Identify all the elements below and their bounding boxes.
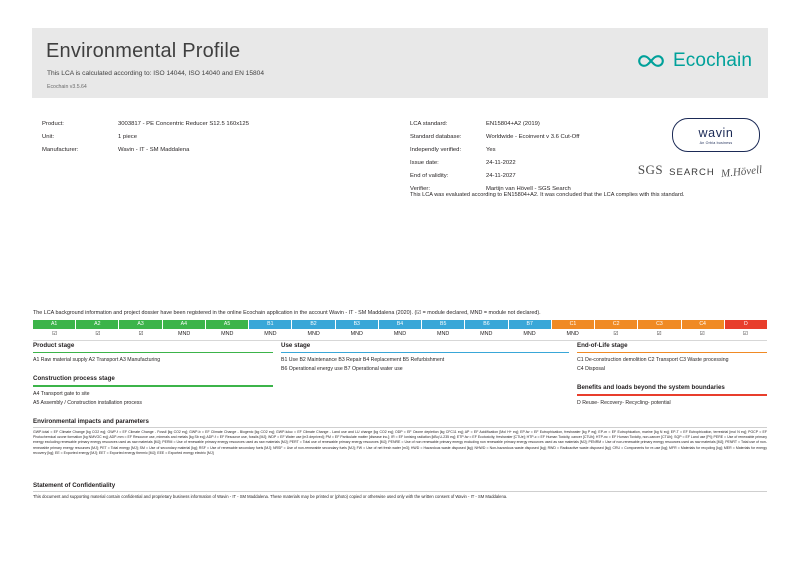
- stage-items: C1 De-construction demolition C2 Transport C3 Waste processing: [577, 357, 729, 364]
- search-wordmark: SEARCH: [669, 167, 715, 178]
- verification-statement: This LCA was evaluated according to EN15804+A2. It was concluded that the LCA complies with this standard.: [410, 192, 685, 198]
- meta-value: 3003817 - PE Concentric Reducer S12.5 160x125: [118, 121, 249, 127]
- stage-title: End-of-Life stage: [577, 342, 628, 349]
- stage-product: [33, 342, 273, 408]
- meta-label: LCA standard:: [410, 121, 448, 127]
- ecochain-wordmark: Ecochain: [673, 50, 752, 71]
- module-table: [33, 320, 767, 341]
- stage-title: Product stage: [33, 342, 75, 349]
- meta-label: Standard database:: [410, 134, 462, 140]
- module-mark: ☑: [138, 331, 144, 337]
- stage-divider: [33, 385, 273, 386]
- stage-end-of-life: [577, 342, 767, 408]
- meta-value: Wavin - IT - SM Maddalena: [118, 147, 190, 153]
- meta-value: Martijn van Hövell - SGS Search: [486, 186, 571, 192]
- construction-process-stage: [33, 375, 273, 407]
- meta-label: Verifier:: [410, 186, 430, 192]
- module-label: B5: [422, 320, 465, 329]
- module-mark: ☑: [699, 331, 705, 337]
- stage-items: C4 Disposal: [577, 366, 605, 373]
- module-label: B2: [292, 320, 335, 329]
- module-label: A2: [76, 320, 119, 329]
- meta-label: End of validity:: [410, 173, 449, 179]
- header-subtitle: This LCA is calculated according to: ISO 14044, ISO 14040 and EN 15804: [47, 70, 264, 77]
- meta-label: Unit:: [42, 134, 55, 140]
- module-label: A4: [163, 320, 206, 329]
- module-label: B6: [465, 320, 508, 329]
- impacts-abbreviations: GWP-total = EF Climate Change [kg CO2 eq]; GWP-f = EF Climate Change - Fossil [kg CO2 eq]; GWP-b = EF Climate Change - Biogenic [kg CO2 eq]; GWP-luluc = EF Climate Change - Land use and LU change [kg CO2 eq]; ODP = EF Ozone depletion [kg CFC11 eq]; AP = EF Acidification [Mol H+ eq]; EP-fw = EF Eutrophication, freshwater [kg P eq]; EP-m = EF Eutrophication, marine [kg N eq]; EP-T = EF Eutrophication, terrestrial [mol N eq]; POCP = EF Photochemical ozone formation [kg NMVOC eq]; ADP-mm = EF Resource use, minerals and metals [kg Sb eq]; ADP-f = EF Resource use, fossils [MJ]; WDP = EF Water use [m3 deprived]; PM = EF Particulate matter [disease inc.]; IR = EF Ionising radiation [kBq U-235 eq]; ETP-fw = EF Ecotoxicity, freshwater [CTUe]; HTP-c = EF Human Toxicity, cancer [CTUh]; HTP-nc = EF Human Toxicity, non-cancer [CTUh]; SQP = EF Land use [Pt]; PERE = Use of renewable primary energy excluding renewable primary energy resources used as raw materials [MJ]; PERM = Use of renewable primary energy resources used as raw materials [MJ]; PERT = Total use of renewable primary energy resources [MJ]; PENRE = Use of non renewable primary energy excluding non renewable primary energy resources used as raw materials [MJ]; PENRM = Use of non-renewable primary energy resources used as raw materials [MJ]; PENRT = Total use of non-renewable primary energy resources [MJ]; PET = Total energy [MJ]; SM = Use of secondary material [kg]; RSF = Use of renewable secondary fuels [MJ]; NRSF = Use of non-renewable secondary fuels [MJ]; FW = Use of net fresh water [m3]; HWD = Hazardous waste disposed [kg]; NHWD = Non-hazardous waste disposed [kg]; RWD = Radioactive waste disposed [kg]; CRU = Components for re-use [kg]; MFR = Materials for recycling [kg]; MER = Materials for energy recovery [kg]; EE = Exported energy [MJ]; EET = Exported energy thermic [MJ]; EEE = Exported energy electric [MJ]: [33, 430, 767, 455]
- certifier-marks: [637, 162, 763, 181]
- metadata-block: [32, 118, 768, 214]
- stage-use: [281, 342, 569, 374]
- module-label: A1: [33, 320, 76, 329]
- stage-items: A5 Assembly / Construction installation process: [33, 399, 142, 406]
- stage-divider: [577, 352, 767, 353]
- meta-row: [410, 118, 670, 131]
- module-label: B7: [509, 320, 552, 329]
- module-mark: ☑: [52, 331, 57, 337]
- impacts-divider: [33, 427, 767, 428]
- lca-metadata: [410, 118, 670, 196]
- module-mark: ☑: [656, 331, 662, 337]
- meta-label: Independly verified:: [410, 147, 462, 153]
- meta-label: Manufacturer:: [42, 147, 79, 153]
- dossier-note: The LCA background information and project dossier have been registered in the online Ecochain application in the account Wavin - IT - SM Maddalena (2020). (☑ = module declared, MND = module not declared).: [33, 310, 541, 316]
- stage-title: Benefits and loads beyond the system boundaries: [577, 384, 725, 392]
- module-label: C4: [682, 320, 725, 329]
- meta-row: [410, 170, 670, 183]
- stage-divider: [33, 352, 273, 353]
- stage-items: D Reuse- Recovery- Recycling- potential: [577, 399, 671, 406]
- module-mark: MND: [480, 331, 493, 337]
- product-metadata: [42, 118, 372, 157]
- confidentiality-divider: [33, 491, 767, 492]
- wavin-wordmark: wavin: [698, 125, 734, 140]
- meta-value: 24-11-2027: [486, 173, 516, 179]
- module-mark: MND: [350, 331, 363, 337]
- meta-value: 1 piece: [118, 134, 137, 140]
- module-mark: MND: [566, 331, 579, 337]
- module-marks-row: [33, 329, 767, 341]
- benefits-beyond-boundaries: [577, 384, 767, 407]
- infinity-icon: [636, 53, 666, 69]
- module-mark: MND: [177, 331, 191, 337]
- wavin-logo: [672, 118, 760, 152]
- meta-row: [42, 144, 372, 157]
- ecochain-logo: [636, 50, 752, 72]
- module-mark: MND: [393, 331, 407, 337]
- meta-value: Worldwide - Ecoinvent v 3.6 Cut-Off: [486, 134, 580, 140]
- meta-row: [42, 131, 372, 144]
- module-mark: ☑: [742, 331, 748, 337]
- module-label: D: [725, 320, 767, 329]
- stage-items: A1 Raw material supply A2 Transport A3 Manufacturing: [33, 357, 161, 364]
- stage-title: Construction process stage: [33, 375, 115, 383]
- module-mark: MND: [221, 331, 234, 337]
- module-label: A5: [206, 320, 249, 329]
- app-version: Ecochain v3.5.64: [47, 84, 87, 90]
- module-mark: ☑: [613, 331, 619, 337]
- meta-row: [410, 144, 670, 157]
- meta-value: 24-11-2022: [486, 160, 516, 166]
- module-header-row: [33, 320, 767, 329]
- meta-value: EN15804+A2 (2019): [486, 121, 540, 127]
- module-mark: MND: [523, 331, 536, 337]
- impacts-title: Environmental impacts and parameters: [33, 418, 149, 425]
- stage-items: A4 Transport gate to site: [33, 390, 90, 397]
- meta-value: Yes: [486, 147, 496, 153]
- module-mark: MND: [264, 331, 277, 337]
- meta-label: Product:: [42, 121, 64, 127]
- meta-label: Issue date:: [410, 160, 439, 166]
- header-banner: [32, 28, 768, 98]
- module-label: C2: [595, 320, 638, 329]
- module-label: B1: [249, 320, 292, 329]
- wavin-tagline: An Orbia business: [699, 140, 733, 145]
- stage-title: Use stage: [281, 342, 311, 349]
- stage-items: B1 Use B2 Maintenance B3 Repair B4 Replacement B5 Refurbishment: [281, 357, 445, 364]
- module-mark: MND: [307, 331, 320, 337]
- verifier-signature: M.Hövell: [720, 163, 763, 181]
- confidentiality-title: Statement of Confidentiality: [33, 482, 116, 489]
- stage-divider: [281, 352, 569, 353]
- module-label: C1: [552, 320, 595, 329]
- stage-legend: [33, 342, 767, 412]
- confidentiality-body: This document and supporting material contain confidential and proprietary business information of Wavin - IT - SM Maddalena. These materials may be printed or (photo) copied or otherwise used only with the written consent of Wavin - IT - SM Maddalena.: [33, 494, 508, 499]
- stage-items: B6 Operational energy use B7 Operational water use: [281, 366, 403, 373]
- module-label: A3: [119, 320, 162, 329]
- meta-row: [410, 131, 670, 144]
- module-mark: ☑: [95, 331, 101, 337]
- module-label: B3: [336, 320, 379, 329]
- meta-row: [42, 118, 372, 131]
- stage-divider: [577, 394, 767, 395]
- sgs-badge: SGS: [637, 162, 664, 177]
- module-label: B4: [379, 320, 422, 329]
- meta-row: [410, 157, 670, 170]
- module-label: C3: [638, 320, 681, 329]
- page-title: Environmental Profile: [46, 40, 241, 62]
- module-mark: MND: [436, 331, 450, 337]
